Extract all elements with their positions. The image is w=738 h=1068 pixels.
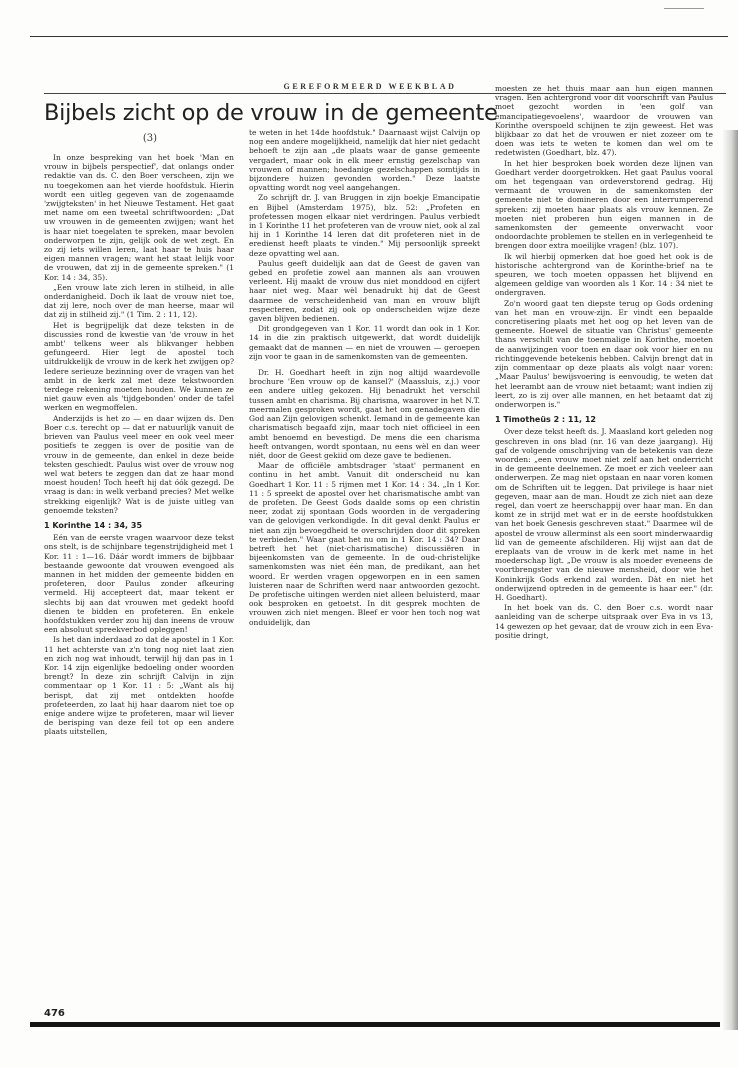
paragraph: Paulus geeft duidelijk aan dat de Geest de gaven van gebed en profetie zowel aan mannen als aan vrouwen verleent. Hij maakt de vrouw dus niet monddood en cijfert haar niet weg. Maar wèl benadrukt hij dat de Geest daarmee de verscheidenheid van man en vrouw blijft respecteren, zodat zij ook op onderscheiden wijze deze gaven blijven bedienen. bbox=[249, 258, 480, 324]
top-rule bbox=[30, 36, 728, 37]
paragraph: te weten in het 14de hoofdstuk." Daarnaast wijst Calvijn op nog een andere mogelijkheid, namelijk dat hier niet gedacht behoeft te zijn aan „de plaats waar de ganse gemeente vergadert, maar ook in elk meer ernstig gezelschap van vrouwen of mannen; hoedanige gezelschappen somtijds in bijzondere huizen gevonden worden." Deze laatste opvatting wordt nog veel aangehangen. bbox=[249, 128, 480, 193]
paragraph: Zo'n woord gaat ten diepste terug op Gods ordening van het man en vrouw-zijn. Er vindt een bepaalde concretisering plaats met het oog op het leven van de gemeente. Hoewel de situatie van Christus' gemeente thans verschilt van de toenmalige in Korinthe, moeten de aanwijzingen voor toen en daar ook voor hier en nu richtinggevende betekenis hebben. Calvijn brengt dat in zijn commentaar op deze plaats als volgt naar voren: „Maar Paulus' bewijsvoering is eenvoudig, te weten dat het leerambt aan de vrouw niet betaamt; want indien zij leert, zo is zij over alle mannen, en het betaamt dat zij onderworpen is." bbox=[495, 298, 713, 409]
page-number: 476 bbox=[44, 1008, 65, 1019]
paragraph: „Een vrouw late zich leren in stilheid, in alle onderdanigheid. Doch ik laat de vrouw niet toe, dat zij lere, noch over de man heerse, maar wil dat zij in stilheid zij." (1 Tim. 2 : 11, 12). bbox=[44, 282, 234, 320]
page-edge-shadow bbox=[722, 130, 738, 1030]
bottom-rule bbox=[30, 1022, 720, 1027]
paragraph: In het boek van ds. C. den Boer c.s. wordt naar aanleiding van de scherpe uitspraak over Eva in vs 13, 14 gewezen op het gevaar, dat de vrouw zich in een Eva-positie dringt, bbox=[495, 603, 713, 640]
paragraph: Ik wil hierbij opmerken dat hoe goed het ook is de historische achtergrond van de Korinthe-brief na te speuren, we toch moeten oppassen het blijvend en algemeen geldige van woorden als 1 Kor. 14 : 34 niet te ondergraven. bbox=[495, 251, 713, 298]
article-title: Bijbels zicht op de vrouw in de gemeente bbox=[44, 100, 498, 126]
paragraph: Eén van de eerste vragen waarvoor deze tekst ons stelt, is de schijnbare tegenstrijdigheid met 1 Kor. 11 : 1—16. Dáár wordt immers de bijbbaar bestaande gewoonte dat vrouwen evengoed als mannen in het midden der gemeente bidden en profeteren, door Paulus zonder afkeuring vermeld. Hij accepteert dat, maar tekent er slechts bij aan dat vrouwen met gedekt hoofd dienen te bidden en profeteren. En enkele hoofdstukken verder zou hij dan ineens de vrouw een absoluut spreekverbod opleggen! bbox=[44, 533, 234, 635]
paragraph: Zo schrijft dr. J. van Bruggen in zijn boekje Emancipatie en Bijbel (Amsterdam 1975), blz. 52: „Profeten en profetessen mogen elkaar niet verdringen. Paulus verbiedt in 1 Korinthe 11 het profeteren van de vrouw niet, ook al zal hij in 1 Korinthe 14 leren dat dit profeteren niet in de eredienst heeft plaats te vinden." Mij persoonlijk spreekt deze opvatting wel aan. bbox=[249, 193, 480, 258]
section-heading: 1 Timotheüs 2 : 11, 12 bbox=[495, 415, 596, 425]
article-part-number: (3) bbox=[142, 133, 158, 144]
paragraph: Over deze tekst heeft ds. J. Maasland kort geleden nog geschreven in ons blad (nr. 16 van deze jaargang). Hij gaf de volgende omschrijving van de betekenis van deze woorden: „een vrouw moet niet zelf aan het onderricht in de gemeente deelnemen. Ze moet er zich veeleer aan onderwerpen. Ze mag niet opstaan en naar voren komen om de Schriften uit te leggen. Dat privilege is haar niet gegeven, maar aan de man. Houdt ze zich niet aan deze regel, dan voert ze heerschappij over haar man. En dan komt ze in strijd met wat er in de eerste hoofdstukken van het boek Genesis geschreven staat." Daarmee wil de apostel de vrouw allerminst als een soort minderwaardig lid van de gemeente afschilderen. Hij wijst aan dat de ereplaats van de vrouw in de kerk met name in het moederschap ligt. „De vrouw is als moeder eveneens de voortbrengster van de nieuwe mensheid, door wie het Koninkrijk Gods erkend zal worden. Dàt en niet het onderwijzend optreden in de gemeente is haar eer." (dr. H. Goedhart). bbox=[495, 427, 713, 602]
paragraph: In onze bespreking van het boek 'Man en vrouw in bijbels perspectief', dat onlangs onder redaktie van ds. C. den Boer verscheen, zijn we nu toegekomen aan het vierde hoofdstuk. Hierin wordt een uitleg gegeven van de zogenaamde 'zwijgteksten' in het Nieuwe Testament. Het gaat met name om een tweetal schriftwoorden: „Dat uw vrouwen in de gemeenten zwijgen; want het is haar niet toegelaten te spreken, maar bevolen onderworpen te zijn, gelijk ook de wet zegt. En zo zij iets willen leren, laat haar te huis haar eigen mannen vragen; want het staat lelijk voor de vrouwen, dat zij in de gemeente spreken." (1 Kor. 14 : 34, 35). bbox=[44, 153, 234, 282]
text-column-2 bbox=[249, 128, 480, 627]
paragraph: Is het dan inderdaad zo dat de apostel in 1 Kor. 11 het achterste van z'n tong nog niet laat zien en zich nog wat inhoudt, terwijl hij dan pas in 1 Kor. 14 zijn eigenlijke bedoeling onder woorden brengt? In deze zin schrijft Calvijn in zijn commentaar op 1 Kor. 11 : 5: „Want als hij berispt, dat zij met ontdekten hoofde profeteerden, zo laat hij haar daarom niet toe op enige andere wijze te profeteren, maar wil liever de berisping van deze feil tot op een andere plaats uitstellen, bbox=[44, 635, 234, 737]
paragraph: Het is begrijpelijk dat deze teksten in de discussies rond de kwestie van 'de vrouw in het ambt' telkens weer als blikvanger hebben gefungeerd. Hier legt de apostel toch uitdrukkelijk de vrouw in de kerk het zwijgen op? Iedere serieuze bezinning over de vragen van het ambt in de kerk zal met deze tekstwoorden terdege rekening moeten houden. We kunnen ze niet gauw even als 'tijdgebonden' onder de tafel werken en wegmoffelen. bbox=[44, 320, 234, 413]
text-column-1 bbox=[44, 153, 234, 737]
paragraph: Maar de officiële ambtsdrager 'staat' permanent en continu in het ambt. Vanuit dit onderscheid nu kan Goedhart 1 Kor. 11 : 5 rijmen met 1 Kor. 14 : 34. „In 1 Kor. 11 : 5 spreekt de apostel over het charismatische ambt van de profeten. De Geest Gods daalde soms op een christin neer, zodat zij spontaan Gods woorden in de vergadering van de gelovigen verkondigde. In dit geval denkt Paulus er niet aan zijn bevoegdheid te overschrijden door dit spreken te verbieden." Waar gaat het nu om in 1 Kor. 14 : 34? Daar betreft het het (niet-charismatische) discussiëren in bijeenkomsten van de gemeente. In de oud-christelijke samenkomsten was niet één man, de predikant, aan het woord. Er werden vragen opgeworpen en in een samen luisteren naar de Schriften werd naar antwoorden gezocht. De profetische uitingen werden niet alleen beluisterd, maar ook besproken en getoetst. In dit gesprek mochten de vrouwen zich niet mengen. Bleef er voor hen toch nog wat onduidelijk, dan bbox=[249, 461, 480, 627]
paragraph: moesten ze het thuis maar aan hun eigen mannen vragen. Een achtergrond voor dit voorschrift van Paulus moet gezocht worden in 'een golf van emancipatiegevoelens', waardoor de vrouwen van Korinthe overspoeld schijnen te zijn geweest. Het was blijkbaar zo dat het de vrouwen er niet zozeer om te doen was iets te weten te komen dan wel om te redetwisten (Goedhart, blz. 47). bbox=[495, 84, 713, 158]
text-column-3 bbox=[495, 84, 713, 640]
paragraph: In het hier besproken boek worden deze lijnen van Goedhart verder doorgetrokken. Het gaat Paulus vooral om het tegengaan van ordeverstorend gedrag. Hij vermaant de vrouwen in de samenkomsten der gemeente niet te domineren door een interrumperend spreken: zij moeten haar plaats als vrouw kennen. Ze moeten niet proberen hun eigen mannen in de samenkomsten der gemeente onverwacht voor ondoordachte problemen te stellen en in verlegenheid te brengen door extra moeilijke vragen! (blz. 107). bbox=[495, 158, 713, 251]
paragraph: Dit grondgegeven van 1 Kor. 11 wordt dan ook in 1 Kor. 14 in die zin praktisch uitgewerkt, dat wordt duidelijk gemaakt dat de mannen — en niet de vrouwen — geroepen zijn voor te gaan in de samenkomsten van de gemeenten. bbox=[249, 324, 480, 361]
journal-header: GEREFORMEERD WEEKBLAD bbox=[283, 82, 457, 91]
section-heading: 1 Korinthe 14 : 34, 35 bbox=[44, 520, 143, 530]
paragraph: Anderzijds is het zo — en daar wijzen ds. Den Boer c.s. terecht op — dat er natuurlijk vanuit de brieven van Paulus veel meer en ook veel meer positiefs te zeggen is over de positie van de vrouw in de gemeente, dan enkel in deze beide teksten geschiedt. Paulus wist over de vrouw nog wel wat beters te zeggen dan dat ze haar mond moest houden! Toch heeft hij dat óók gezegd. De vraag is dan: in welk verband precies? Met welke strekking eigenlijk? Wat is de juiste uitleg van genoemde teksten? bbox=[44, 413, 234, 515]
paragraph: Dr. H. Goedhart heeft in zijn nog altijd waardevolle brochure 'Een vrouw op de kansel?' (Maassluis, z.j.) voor een andere uitleg gekozen. Hij benadrukt het verschil tussen ambt en charisma. Bij charisma, waarover in het N.T. meermalen gesproken wordt, gaat het om genadegaven die God aan Zijn gelovigen schenkt. Iemand in de gemeente kan charismatisch begaafd zijn, maar toch niet officieel in een ambt benoemd en bevestigd. De mens die een charisma heeft ontvangen, wordt spontaan, nu eens wèl en dan weer niét, door de Geest gekiid om deze gave te bedienen. bbox=[249, 368, 480, 460]
fold-mark bbox=[664, 8, 704, 9]
